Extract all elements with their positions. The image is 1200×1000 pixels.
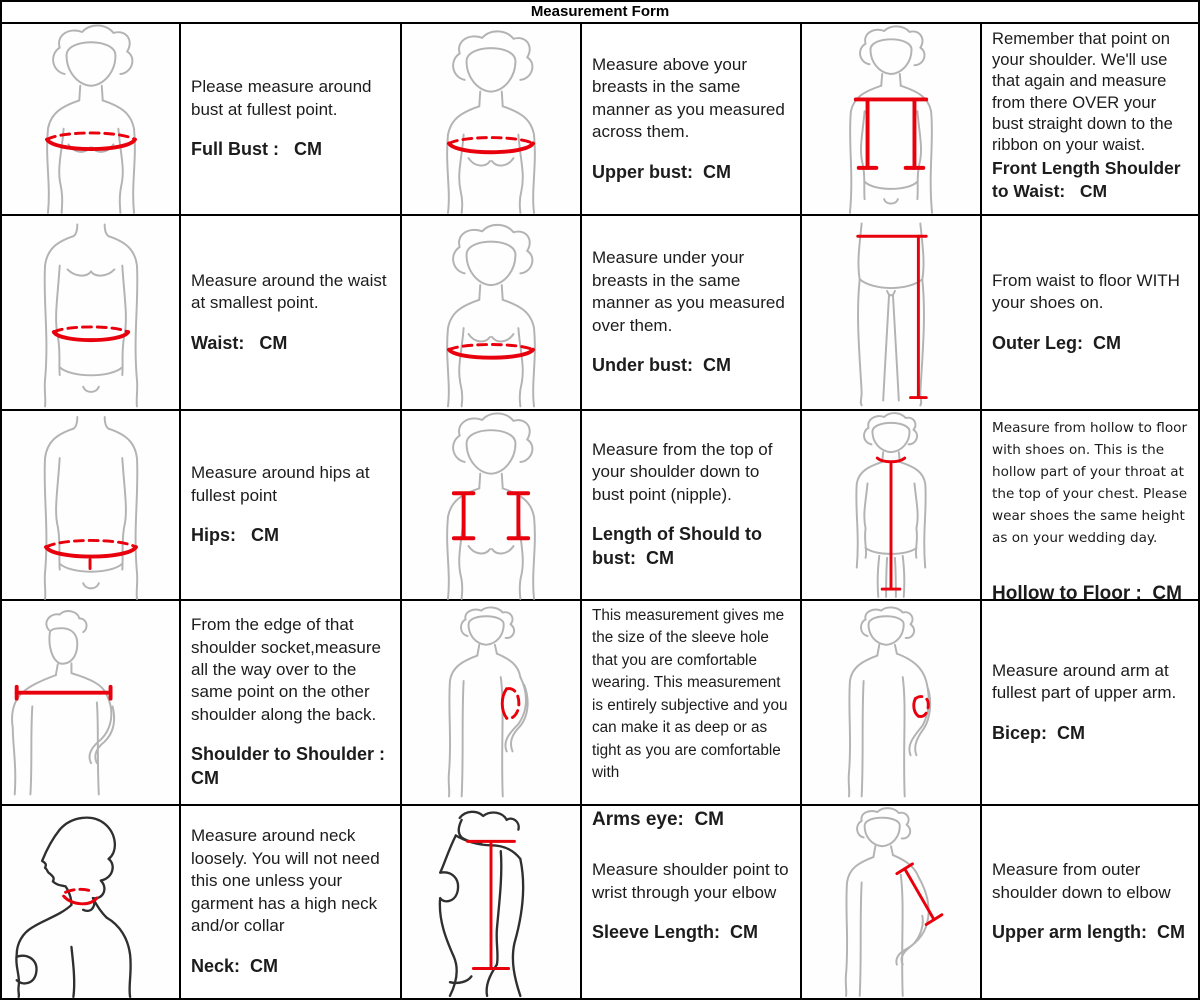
upper-bust-instruction: Measure above your breasts in the same manner as you measured across them. [592, 54, 790, 142]
outer-leg-instruction: From waist to floor WITH your shoes on. [992, 270, 1185, 313]
form-title: Measurement Form [2, 2, 1198, 24]
shoulder-to-shoulder-label: Shoulder to Shoulder : CM [191, 744, 391, 789]
hollow-to-floor-label: Hollow to Floor : CM [992, 583, 1182, 605]
outer-leg-label: Outer Leg: CM [992, 332, 1121, 353]
shoulder-to-shoulder-instruction: From the edge of that shoulder socket,measure all the way over to the same point on the other shoulder along the back. [191, 615, 386, 724]
shoulder-to-bust-figure [402, 411, 582, 601]
upper-bust-label: Upper bust: CM [592, 161, 731, 182]
outer-leg-figure [802, 216, 982, 411]
front-length-instruction: Remember that point on your shoulder. We'll use that again and measure from there OVER your bust straight down to the ribbon on your waist. [992, 29, 1178, 155]
sleeve-length-figure [402, 806, 582, 998]
sleeve-length-label: Sleeve Length: CM [592, 922, 759, 943]
under-bust-text [582, 216, 802, 411]
upper-arm-length-instruction: Measure from outer shoulder down to elbow [992, 860, 1171, 902]
waist-label: Waist: CM [191, 332, 288, 353]
sleeve-length-illustration [403, 806, 579, 998]
shoulder-to-bust-instruction: Measure from the top of your shoulder down to bust point (nipple). [592, 440, 778, 504]
neck-figure [2, 806, 181, 998]
hips-illustration [3, 411, 179, 599]
hips-label: Hips: CM [191, 525, 279, 546]
bicep-illustration [803, 601, 979, 804]
waist-instruction: Measure around the waist at smallest point. [191, 270, 392, 313]
upper-bust-text [582, 24, 802, 216]
sleeve-length-instruction: Measure shoulder point to wrist through your elbow [592, 860, 794, 902]
hollow-to-floor-instruction: Measure from hollow to floor with shoes on. This is the hollow part of your throat at the top of your chest. Please wear shoes the same height as on your wedding day. [992, 420, 1192, 547]
upper-bust-figure [402, 24, 582, 216]
bicep-figure [802, 601, 982, 806]
full-bust-figure [2, 24, 181, 216]
front-length-label: Front Length Shoulder to Waist: CM [992, 158, 1186, 201]
arms-eye-label: Arms eye: CM [592, 808, 724, 830]
hollow-to-floor-figure [802, 411, 982, 601]
bicep-instruction: Measure around arm at fullest part of upper arm. [992, 660, 1177, 703]
under-bust-illustration [403, 216, 579, 409]
arms-eye-figure [402, 601, 582, 806]
upper-bust-illustration [403, 24, 579, 214]
arms-eye-text [582, 601, 802, 830]
hips-figure [2, 411, 181, 601]
upper-arm-length-text [982, 806, 1198, 998]
front-length-illustration [803, 24, 979, 214]
shoulder-to-bust-illustration [403, 411, 579, 599]
hips-text [181, 411, 402, 601]
arms-eye-instruction: This measurement gives me the size of the sleeve hole that you are comfortable wearing. This measurement is entirely subjective and you can make it as deep or as tight as you are comfortable with [592, 607, 792, 782]
hollow-to-floor-illustration [803, 411, 979, 599]
shoulder-to-shoulder-illustration [3, 601, 179, 804]
shoulder-to-shoulder-text [181, 601, 402, 806]
under-bust-figure [402, 216, 582, 411]
upper-arm-length-illustration [803, 806, 979, 998]
front-length-text [982, 24, 1198, 216]
full-bust-illustration [3, 24, 179, 214]
outer-leg-text [982, 216, 1198, 411]
under-bust-instruction: Measure under your breasts in the same manner as you measured over them. [592, 248, 790, 335]
arms-eye-illustration [403, 601, 579, 804]
waist-illustration [3, 216, 179, 409]
neck-text [181, 806, 402, 998]
bicep-text [982, 601, 1198, 806]
waist-text [181, 216, 402, 411]
sleeve-length-text [582, 806, 802, 998]
hollow-to-floor-text [982, 411, 1198, 605]
shoulder-to-bust-text [582, 411, 802, 601]
hips-instruction: Measure around hips at fullest point [191, 463, 375, 505]
upper-arm-length-figure [802, 806, 982, 998]
full-bust-label: Full Bust : CM [191, 139, 322, 160]
front-length-figure [802, 24, 982, 216]
neck-instruction: Measure around neck loosely. You will not need this one unless your garment has a high neck and/or collar [191, 826, 385, 936]
full-bust-instruction: Please measure around bust at fullest point. [191, 77, 377, 119]
upper-arm-length-label: Upper arm length: CM [992, 922, 1186, 943]
neck-label: Neck: CM [191, 955, 279, 976]
shoulder-to-bust-label: Length of Should to bust: CM [592, 524, 767, 569]
outer-leg-illustration [803, 216, 979, 409]
full-bust-text [181, 24, 402, 216]
waist-figure [2, 216, 181, 411]
measurement-grid [2, 24, 1198, 998]
neck-illustration [3, 806, 179, 998]
bicep-label: Bicep: CM [992, 722, 1086, 743]
under-bust-label: Under bust: CM [592, 355, 731, 376]
shoulder-to-shoulder-figure [2, 601, 181, 806]
